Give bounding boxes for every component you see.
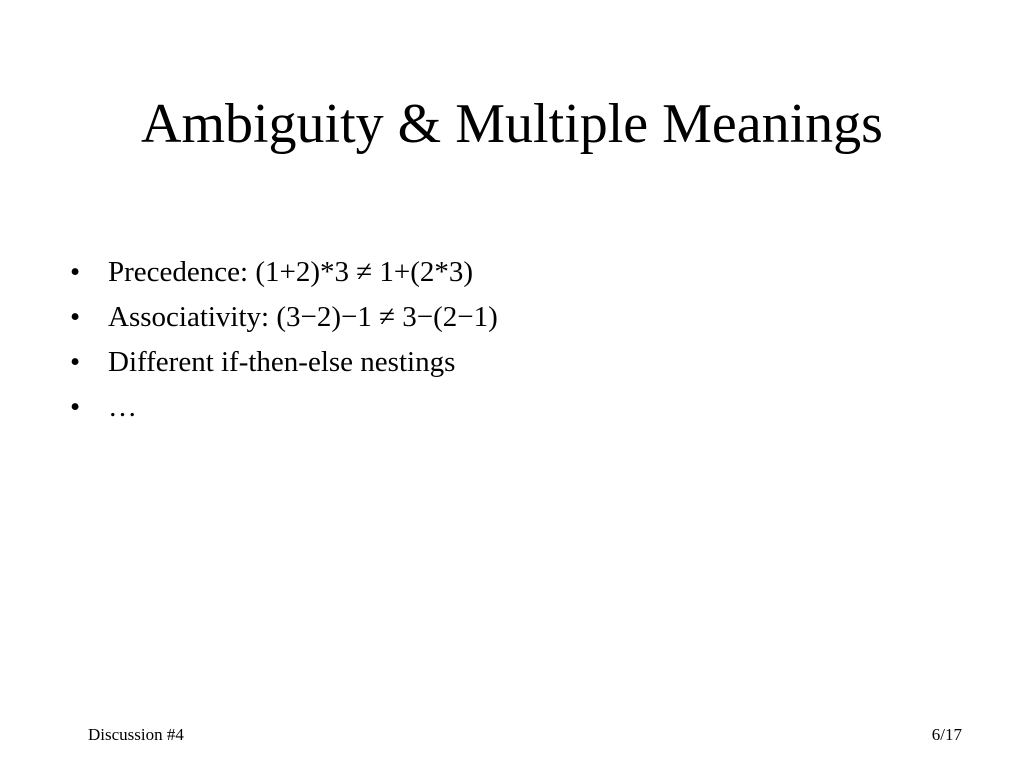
slide-title: Ambiguity & Multiple Meanings [141,93,883,155]
bullet-list [70,250,970,430]
bullet-item-precedence [70,250,970,295]
bullet-icon: • [70,346,81,378]
bullet-item-ellipsis [70,385,970,430]
bullet-text: … [108,391,137,423]
bullet-item-if-then-else [70,340,970,385]
bullet-icon: • [70,391,81,423]
bullet-icon: • [70,301,81,333]
footer-page-number: 6/17 [931,725,962,744]
bullet-icon: • [70,256,81,288]
bullet-text: Associativity: (3−2)−1 ≠ 3−(2−1) [108,301,498,333]
footer-discussion-label: Discussion #4 [88,725,184,744]
bullet-item-associativity [70,295,970,340]
bullet-text: Different if-then-else nestings [108,346,456,378]
bullet-text: Precedence: (1+2)*3 ≠ 1+(2*3) [108,256,474,288]
